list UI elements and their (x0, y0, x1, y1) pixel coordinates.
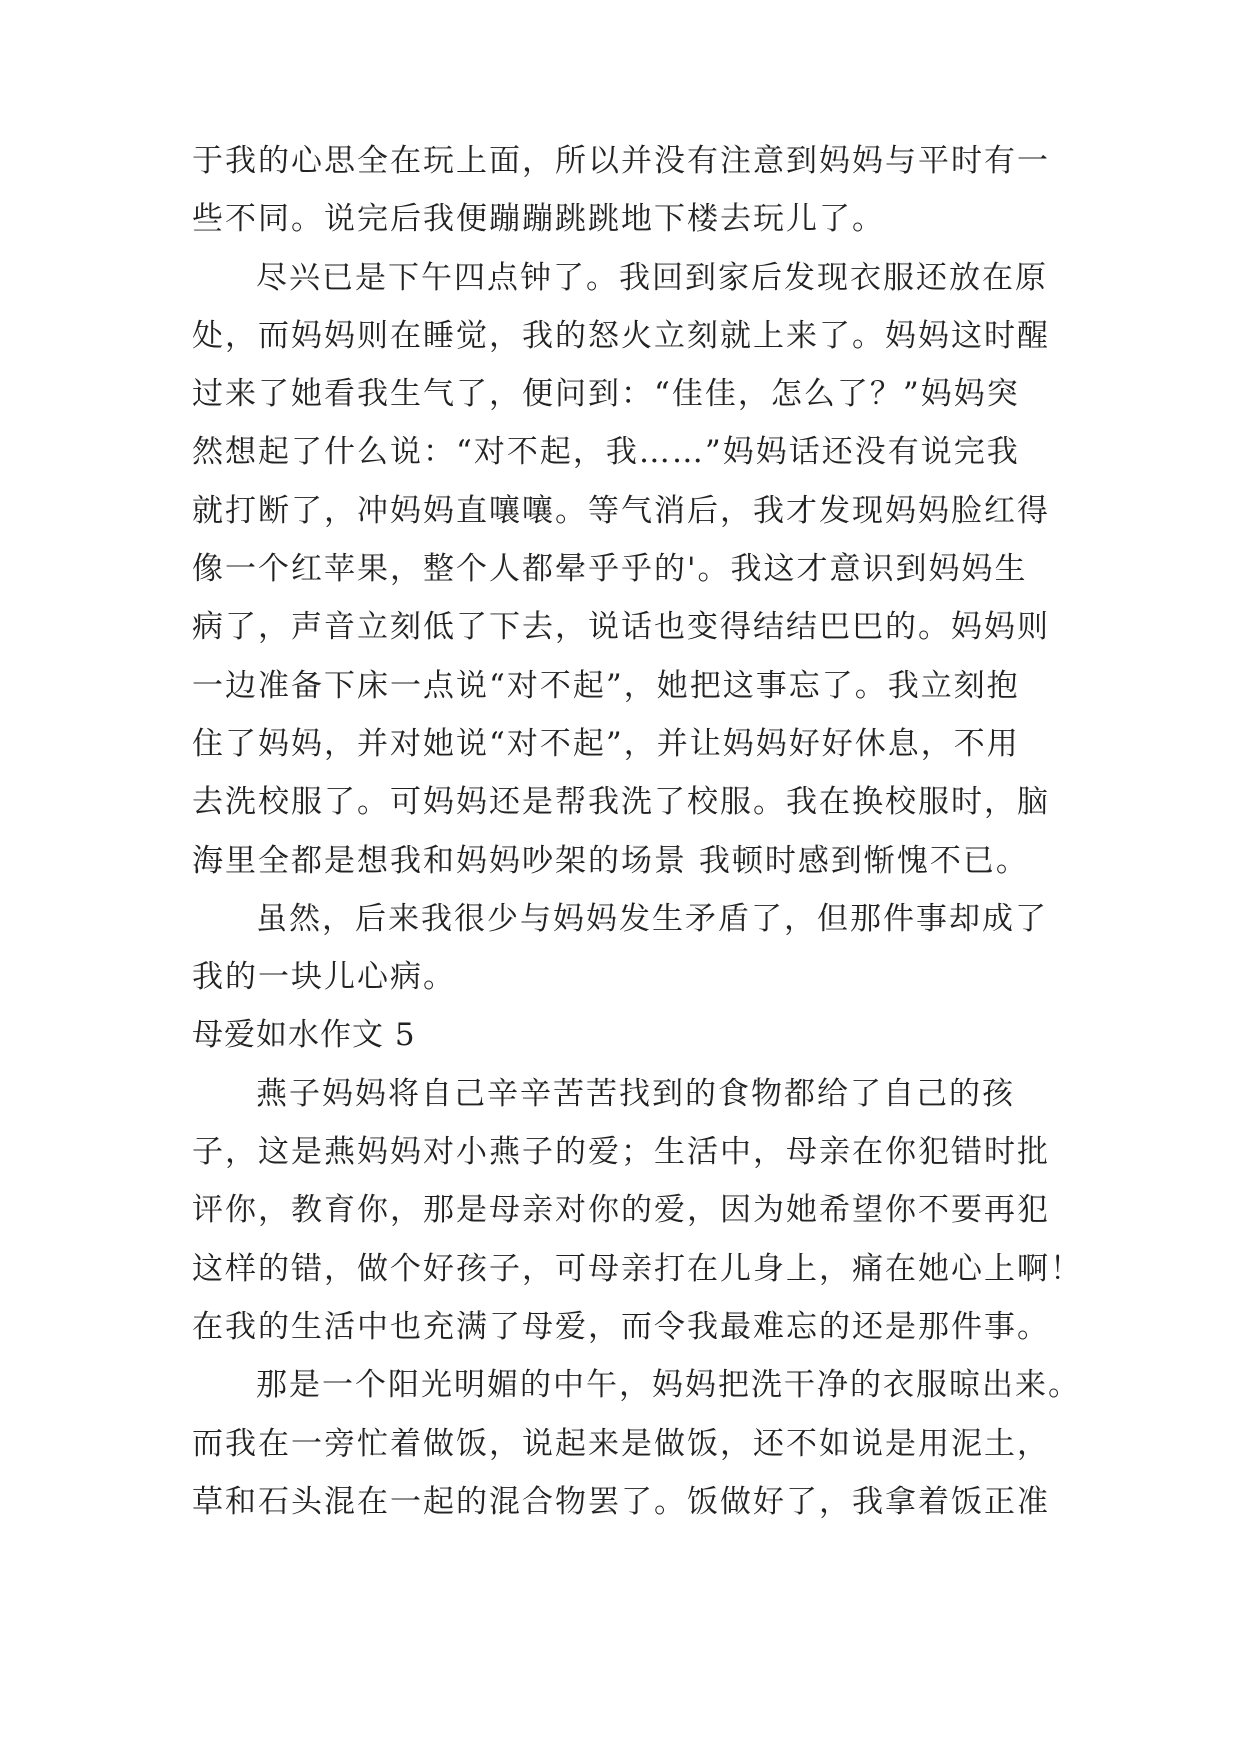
text-line: 过来了她看我生气了，便问到：“佳佳，怎么了？”妈妈突 (192, 376, 1020, 413)
text-line: 去洗校服了。可妈妈还是帮我洗了校服。我在换校服时，脑 (192, 784, 1050, 821)
text-line: 些不同。说完后我便蹦蹦跳跳地下楼去玩儿了。 (192, 201, 885, 238)
text-line: 评你，教育你，那是母亲对你的爱，因为她希望你不要再犯 (192, 1192, 1050, 1229)
text-line: 草和石头混在一起的混合物罢了。饭做好了，我拿着饭正准 (192, 1483, 1050, 1520)
text-line: 一边准备下床一点说“对不起”，她把这事忘了。我立刻抱 (192, 667, 1020, 704)
text-line: 然想起了什么说：“对不起，我……”妈妈话还没有说完我 (192, 434, 1020, 471)
text-line: 这样的错，做个好孩子，可母亲打在儿身上，痛在她心上啊！ (192, 1250, 1083, 1287)
text-line: 虽然，后来我很少与妈妈发生矛盾了，但那件事却成了 (256, 900, 1048, 937)
text-line: 燕子妈妈将自己辛辛苦苦找到的食物都给了自己的孩 (256, 1075, 1015, 1112)
text-line: 就打断了，冲妈妈直嚷嚷。等气消后，我才发现妈妈脸红得 (192, 492, 1050, 529)
text-line: 在我的生活中也充满了母爱，而令我最难忘的还是那件事。 (192, 1308, 1050, 1345)
text-line: 子，这是燕妈妈对小燕子的爱；生活中，母亲在你犯错时批 (192, 1134, 1050, 1171)
document-body (192, 132, 1083, 1531)
text-line: 我的一块儿心病。 (192, 959, 456, 996)
text-line: 海里全都是想我和妈妈吵架的场景 我顿时感到惭愧不已。 (192, 842, 1029, 879)
text-line: 尽兴已是下午四点钟了。我回到家后发现衣服还放在原 (256, 259, 1048, 296)
text-line: 于我的心思全在玩上面，所以并没有注意到妈妈与平时有一 (192, 143, 1050, 179)
text-line: 像一个红苹果，整个人都晕乎乎的'。我这才意识到妈妈生 (192, 551, 1028, 588)
text-line: 那是一个阳光明媚的中午，妈妈把洗干净的衣服晾出来。 (256, 1367, 1081, 1404)
text-line: 住了妈妈，并对她说“对不起”，并让妈妈好好休息，不用 (192, 725, 1020, 762)
text-line: 处，而妈妈则在睡觉，我的怒火立刻就上来了。妈妈这时醒 (192, 317, 1050, 354)
text-line: 病了，声音立刻低了下去，说话也变得结结巴巴的。妈妈则 (192, 609, 1050, 646)
section-heading: 母爱如水作文 5 (192, 1017, 416, 1054)
text-line: 而我在一旁忙着做饭，说起来是做饭，还不如说是用泥土， (192, 1425, 1050, 1462)
